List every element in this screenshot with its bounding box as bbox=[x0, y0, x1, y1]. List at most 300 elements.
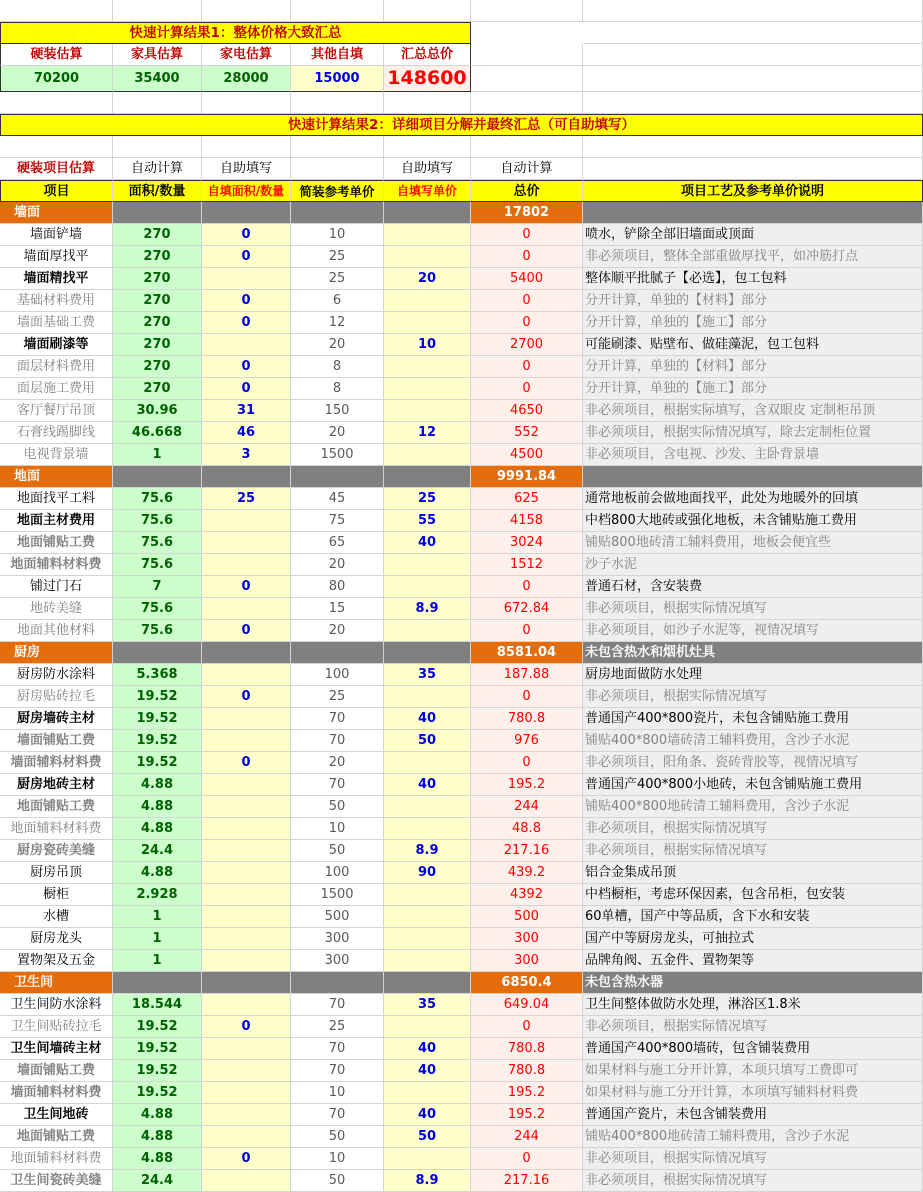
qty-value[interactable]: 4.88 bbox=[113, 1126, 202, 1148]
qty-value[interactable]: 270 bbox=[113, 224, 202, 246]
cell[interactable] bbox=[471, 66, 583, 92]
qty-value[interactable]: 19.52 bbox=[113, 730, 202, 752]
ref-price[interactable]: 50 bbox=[291, 1126, 384, 1148]
item-name[interactable]: 地面辅料材料费 bbox=[0, 1148, 113, 1170]
item-name[interactable]: 地面主材费用 bbox=[0, 510, 113, 532]
row-total[interactable]: 439.2 bbox=[471, 862, 583, 884]
fill-price-input[interactable] bbox=[384, 554, 471, 576]
item-name[interactable]: 墙面精找平 bbox=[0, 268, 113, 290]
ref-price[interactable]: 65 bbox=[291, 532, 384, 554]
result1-title[interactable]: 快速计算结果1：整体价格大致汇总 bbox=[0, 22, 471, 44]
row-total[interactable]: 0 bbox=[471, 378, 583, 400]
item-name[interactable]: 厨房瓷砖美缝 bbox=[0, 840, 113, 862]
col-header-desc[interactable]: 项目工艺及参考单价说明 bbox=[583, 180, 923, 202]
cell[interactable] bbox=[471, 0, 583, 22]
cell[interactable] bbox=[384, 642, 471, 664]
fill-price-input[interactable] bbox=[384, 576, 471, 598]
item-description[interactable]: 铺贴400*800墙砖清工辅料费用，含沙子水泥 bbox=[583, 730, 923, 752]
item-name[interactable]: 地面辅料材料费 bbox=[0, 818, 113, 840]
fill-price-input[interactable]: 10 bbox=[384, 334, 471, 356]
ref-price[interactable]: 50 bbox=[291, 1170, 384, 1192]
row-total[interactable]: 2700 bbox=[471, 334, 583, 356]
ref-price[interactable]: 20 bbox=[291, 422, 384, 444]
qty-value[interactable]: 1 bbox=[113, 906, 202, 928]
cell[interactable] bbox=[202, 466, 291, 488]
item-description[interactable]: 非必须项目，含电视、沙发、主卧背景墙 bbox=[583, 444, 923, 466]
ref-price[interactable]: 6 bbox=[291, 290, 384, 312]
item-description[interactable]: 铺贴400*800地砖清工辅料费用，含沙子水泥 bbox=[583, 796, 923, 818]
cell[interactable] bbox=[0, 136, 113, 158]
ref-price[interactable]: 20 bbox=[291, 620, 384, 642]
auto-calc-label[interactable]: 自动计算 bbox=[471, 158, 583, 180]
qty-value[interactable]: 4.88 bbox=[113, 774, 202, 796]
fill-qty-input[interactable] bbox=[202, 1060, 291, 1082]
qty-value[interactable]: 270 bbox=[113, 268, 202, 290]
row-total[interactable]: 0 bbox=[471, 1148, 583, 1170]
item-description[interactable]: 国产中等厨房龙头，可抽拉式 bbox=[583, 928, 923, 950]
cell[interactable] bbox=[384, 92, 471, 114]
ref-price[interactable]: 25 bbox=[291, 268, 384, 290]
row-total[interactable]: 0 bbox=[471, 752, 583, 774]
qty-value[interactable]: 19.52 bbox=[113, 708, 202, 730]
item-name[interactable]: 厨房龙头 bbox=[0, 928, 113, 950]
fill-qty-input[interactable] bbox=[202, 818, 291, 840]
cell[interactable] bbox=[384, 0, 471, 22]
section-note[interactable]: 未包含热水和烟机灶具 bbox=[583, 642, 923, 664]
row-total[interactable]: 0 bbox=[471, 686, 583, 708]
fill-price-input[interactable]: 50 bbox=[384, 1126, 471, 1148]
row-total[interactable]: 649.04 bbox=[471, 994, 583, 1016]
row-total[interactable]: 0 bbox=[471, 246, 583, 268]
fill-price-input[interactable] bbox=[384, 224, 471, 246]
item-name[interactable]: 地面辅料材料费 bbox=[0, 554, 113, 576]
item-description[interactable]: 喷水，铲除全部旧墙面或顶面 bbox=[583, 224, 923, 246]
fill-qty-input[interactable]: 0 bbox=[202, 686, 291, 708]
fill-price-input[interactable] bbox=[384, 1148, 471, 1170]
item-description[interactable]: 中档800大地砖或强化地板，未含铺贴施工费用 bbox=[583, 510, 923, 532]
fill-price-input[interactable]: 90 bbox=[384, 862, 471, 884]
fill-price-input[interactable] bbox=[384, 1016, 471, 1038]
ref-price[interactable]: 100 bbox=[291, 862, 384, 884]
item-description[interactable]: 非必须项目，根据实际情况填写 bbox=[583, 818, 923, 840]
row-total[interactable]: 0 bbox=[471, 1016, 583, 1038]
fill-qty-input[interactable] bbox=[202, 928, 291, 950]
fill-qty-input[interactable] bbox=[202, 664, 291, 686]
section-name[interactable]: 厨房 bbox=[0, 642, 113, 664]
ref-price[interactable]: 300 bbox=[291, 950, 384, 972]
ref-price[interactable]: 50 bbox=[291, 796, 384, 818]
row-total[interactable]: 4392 bbox=[471, 884, 583, 906]
item-name[interactable]: 水槽 bbox=[0, 906, 113, 928]
row-total[interactable]: 244 bbox=[471, 796, 583, 818]
fill-qty-input[interactable]: 0 bbox=[202, 1016, 291, 1038]
label-total[interactable]: 汇总总价 bbox=[384, 44, 471, 66]
ref-price[interactable]: 10 bbox=[291, 1082, 384, 1104]
row-total[interactable]: 244 bbox=[471, 1126, 583, 1148]
item-description[interactable]: 非必须项目，如沙子水泥等，视情况填写 bbox=[583, 620, 923, 642]
ref-price[interactable]: 45 bbox=[291, 488, 384, 510]
label-furniture[interactable]: 家具估算 bbox=[113, 44, 202, 66]
fill-price-input[interactable] bbox=[384, 400, 471, 422]
qty-value[interactable]: 5.368 bbox=[113, 664, 202, 686]
item-name[interactable]: 基础材料费用 bbox=[0, 290, 113, 312]
cell[interactable] bbox=[291, 466, 384, 488]
item-description[interactable]: 非必须项目，根据实际情况填写 bbox=[583, 840, 923, 862]
qty-value[interactable]: 19.52 bbox=[113, 1016, 202, 1038]
qty-value[interactable]: 75.6 bbox=[113, 598, 202, 620]
item-name[interactable]: 地面铺贴工费 bbox=[0, 796, 113, 818]
item-description[interactable]: 铝合金集成吊顶 bbox=[583, 862, 923, 884]
item-description[interactable]: 60单槽，国产中等品质，含下水和安装 bbox=[583, 906, 923, 928]
hardfit-estimate-label[interactable]: 硬装项目估算 bbox=[0, 158, 113, 180]
row-total[interactable]: 3024 bbox=[471, 532, 583, 554]
fill-price-input[interactable] bbox=[384, 884, 471, 906]
cell[interactable] bbox=[291, 92, 384, 114]
ref-price[interactable]: 75 bbox=[291, 510, 384, 532]
fill-qty-input[interactable] bbox=[202, 334, 291, 356]
item-name[interactable]: 墙面刷漆等 bbox=[0, 334, 113, 356]
row-total[interactable]: 5400 bbox=[471, 268, 583, 290]
fill-price-input[interactable] bbox=[384, 906, 471, 928]
fill-price-input[interactable] bbox=[384, 818, 471, 840]
fill-qty-input[interactable] bbox=[202, 950, 291, 972]
qty-value[interactable]: 270 bbox=[113, 334, 202, 356]
row-total[interactable]: 4158 bbox=[471, 510, 583, 532]
fill-qty-input[interactable] bbox=[202, 906, 291, 928]
row-total[interactable]: 217.16 bbox=[471, 1170, 583, 1192]
row-total[interactable]: 625 bbox=[471, 488, 583, 510]
value-other[interactable]: 15000 bbox=[291, 66, 384, 92]
self-fill-label[interactable]: 自助填写 bbox=[384, 158, 471, 180]
col-header-fill-qty[interactable]: 自填面积/数量 bbox=[202, 180, 291, 202]
qty-value[interactable]: 75.6 bbox=[113, 510, 202, 532]
cell[interactable] bbox=[583, 44, 923, 66]
qty-value[interactable]: 270 bbox=[113, 312, 202, 334]
item-name[interactable]: 厨房贴砖拉毛 bbox=[0, 686, 113, 708]
row-total[interactable]: 195.2 bbox=[471, 1104, 583, 1126]
qty-value[interactable]: 75.6 bbox=[113, 554, 202, 576]
item-description[interactable]: 铺贴400*800地砖清工辅料费用，含沙子水泥 bbox=[583, 1126, 923, 1148]
fill-price-input[interactable]: 8.9 bbox=[384, 1170, 471, 1192]
qty-value[interactable]: 1 bbox=[113, 928, 202, 950]
qty-value[interactable]: 19.52 bbox=[113, 752, 202, 774]
qty-value[interactable]: 4.88 bbox=[113, 862, 202, 884]
qty-value[interactable]: 19.52 bbox=[113, 1082, 202, 1104]
item-description[interactable]: 整体顺平批腻子【必选】，包工包料 bbox=[583, 268, 923, 290]
fill-qty-input[interactable] bbox=[202, 1038, 291, 1060]
qty-value[interactable]: 24.4 bbox=[113, 840, 202, 862]
fill-price-input[interactable]: 40 bbox=[384, 774, 471, 796]
row-total[interactable]: 0 bbox=[471, 620, 583, 642]
cell[interactable] bbox=[291, 972, 384, 994]
auto-calc-label[interactable]: 自动计算 bbox=[113, 158, 202, 180]
ref-price[interactable]: 10 bbox=[291, 1148, 384, 1170]
fill-qty-input[interactable] bbox=[202, 774, 291, 796]
row-total[interactable]: 217.16 bbox=[471, 840, 583, 862]
fill-price-input[interactable]: 20 bbox=[384, 268, 471, 290]
item-name[interactable]: 卫生间墙砖主材 bbox=[0, 1038, 113, 1060]
item-description[interactable]: 铺贴800地砖清工辅料费用，地板会便宜些 bbox=[583, 532, 923, 554]
ref-price[interactable]: 25 bbox=[291, 1016, 384, 1038]
fill-qty-input[interactable] bbox=[202, 1082, 291, 1104]
cell[interactable] bbox=[202, 92, 291, 114]
col-header-ref-price[interactable]: 简装参考单价 bbox=[291, 180, 384, 202]
fill-price-input[interactable] bbox=[384, 620, 471, 642]
qty-value[interactable]: 4.88 bbox=[113, 818, 202, 840]
item-name[interactable]: 地面铺贴工费 bbox=[0, 532, 113, 554]
item-name[interactable]: 厨房地砖主材 bbox=[0, 774, 113, 796]
ref-price[interactable]: 15 bbox=[291, 598, 384, 620]
ref-price[interactable]: 70 bbox=[291, 774, 384, 796]
fill-price-input[interactable] bbox=[384, 246, 471, 268]
row-total[interactable]: 187.88 bbox=[471, 664, 583, 686]
item-name[interactable]: 石膏线踢脚线 bbox=[0, 422, 113, 444]
item-description[interactable]: 中档橱柜，考虑环保因素，包含吊柜，包安装 bbox=[583, 884, 923, 906]
fill-price-input[interactable] bbox=[384, 290, 471, 312]
item-name[interactable]: 地面铺贴工费 bbox=[0, 1126, 113, 1148]
cell[interactable] bbox=[384, 136, 471, 158]
section-total[interactable]: 17802 bbox=[471, 202, 583, 224]
qty-value[interactable]: 19.52 bbox=[113, 1060, 202, 1082]
value-furniture[interactable]: 35400 bbox=[113, 66, 202, 92]
qty-value[interactable]: 19.52 bbox=[113, 1038, 202, 1060]
fill-qty-input[interactable] bbox=[202, 796, 291, 818]
cell[interactable] bbox=[583, 22, 923, 44]
row-total[interactable]: 780.8 bbox=[471, 1038, 583, 1060]
cell[interactable] bbox=[291, 136, 384, 158]
qty-value[interactable]: 4.88 bbox=[113, 796, 202, 818]
item-description[interactable]: 品牌角阀、五金件、置物架等 bbox=[583, 950, 923, 972]
item-description[interactable]: 卫生间整体做防水处理，淋浴区1.8米 bbox=[583, 994, 923, 1016]
item-name[interactable]: 墙面铺贴工费 bbox=[0, 730, 113, 752]
qty-value[interactable]: 30.96 bbox=[113, 400, 202, 422]
section-total[interactable]: 9991.84 bbox=[471, 466, 583, 488]
fill-qty-input[interactable] bbox=[202, 268, 291, 290]
row-total[interactable]: 195.2 bbox=[471, 1082, 583, 1104]
row-total[interactable]: 500 bbox=[471, 906, 583, 928]
cell[interactable] bbox=[291, 158, 384, 180]
qty-value[interactable]: 1 bbox=[113, 444, 202, 466]
fill-qty-input[interactable] bbox=[202, 510, 291, 532]
row-total[interactable]: 0 bbox=[471, 576, 583, 598]
cell[interactable] bbox=[384, 466, 471, 488]
item-description[interactable]: 非必须项目，根据实际情况填写 bbox=[583, 1148, 923, 1170]
qty-value[interactable]: 270 bbox=[113, 378, 202, 400]
row-total[interactable]: 0 bbox=[471, 356, 583, 378]
row-total[interactable]: 195.2 bbox=[471, 774, 583, 796]
fill-qty-input[interactable]: 0 bbox=[202, 752, 291, 774]
fill-price-input[interactable]: 40 bbox=[384, 708, 471, 730]
cell[interactable] bbox=[384, 202, 471, 224]
fill-qty-input[interactable] bbox=[202, 862, 291, 884]
item-name[interactable]: 地砖美缝 bbox=[0, 598, 113, 620]
cell[interactable] bbox=[113, 466, 202, 488]
qty-value[interactable]: 18.544 bbox=[113, 994, 202, 1016]
label-hardfit[interactable]: 硬装估算 bbox=[0, 44, 113, 66]
item-name[interactable]: 铺过门石 bbox=[0, 576, 113, 598]
ref-price[interactable]: 70 bbox=[291, 708, 384, 730]
fill-price-input[interactable] bbox=[384, 312, 471, 334]
ref-price[interactable]: 10 bbox=[291, 818, 384, 840]
item-description[interactable]: 沙子水泥 bbox=[583, 554, 923, 576]
fill-qty-input[interactable] bbox=[202, 708, 291, 730]
fill-price-input[interactable]: 35 bbox=[384, 994, 471, 1016]
label-other[interactable]: 其他自填 bbox=[291, 44, 384, 66]
ref-price[interactable]: 20 bbox=[291, 334, 384, 356]
fill-price-input[interactable] bbox=[384, 950, 471, 972]
item-description[interactable]: 非必须项目，根据实际情况填写 bbox=[583, 686, 923, 708]
qty-value[interactable]: 4.88 bbox=[113, 1148, 202, 1170]
fill-price-input[interactable] bbox=[384, 928, 471, 950]
self-fill-label[interactable]: 自助填写 bbox=[202, 158, 291, 180]
fill-qty-input[interactable] bbox=[202, 730, 291, 752]
section-note[interactable] bbox=[583, 466, 923, 488]
item-name[interactable]: 厨房吊顶 bbox=[0, 862, 113, 884]
fill-qty-input[interactable]: 0 bbox=[202, 246, 291, 268]
item-description[interactable]: 如果材料与施工分开计算，本项填写辅料材料费 bbox=[583, 1082, 923, 1104]
qty-value[interactable]: 1 bbox=[113, 950, 202, 972]
fill-price-input[interactable]: 8.9 bbox=[384, 598, 471, 620]
section-total[interactable]: 8581.04 bbox=[471, 642, 583, 664]
cell[interactable] bbox=[583, 158, 923, 180]
fill-qty-input[interactable] bbox=[202, 1104, 291, 1126]
ref-price[interactable]: 8 bbox=[291, 378, 384, 400]
ref-price[interactable]: 1500 bbox=[291, 444, 384, 466]
ref-price[interactable]: 500 bbox=[291, 906, 384, 928]
item-description[interactable]: 非必须项目，阳角条、瓷砖背胶等，视情况填写 bbox=[583, 752, 923, 774]
item-name[interactable]: 墙面辅料材料费 bbox=[0, 1082, 113, 1104]
item-name[interactable]: 厨房防水涂料 bbox=[0, 664, 113, 686]
value-appliance[interactable]: 28000 bbox=[202, 66, 291, 92]
item-description[interactable]: 普通国产400*800瓷片，未包含铺贴施工费用 bbox=[583, 708, 923, 730]
cell[interactable] bbox=[471, 136, 583, 158]
fill-qty-input[interactable]: 0 bbox=[202, 290, 291, 312]
qty-value[interactable]: 270 bbox=[113, 290, 202, 312]
fill-qty-input[interactable] bbox=[202, 554, 291, 576]
cell[interactable] bbox=[113, 202, 202, 224]
row-total[interactable]: 0 bbox=[471, 312, 583, 334]
qty-value[interactable]: 75.6 bbox=[113, 620, 202, 642]
cell[interactable] bbox=[583, 136, 923, 158]
item-name[interactable]: 卫生间贴砖拉毛 bbox=[0, 1016, 113, 1038]
item-description[interactable]: 分开计算，单独的【施工】部分 bbox=[583, 378, 923, 400]
cell[interactable] bbox=[113, 642, 202, 664]
section-note[interactable] bbox=[583, 202, 923, 224]
item-name[interactable]: 地面找平工料 bbox=[0, 488, 113, 510]
qty-value[interactable]: 270 bbox=[113, 246, 202, 268]
fill-price-input[interactable]: 40 bbox=[384, 532, 471, 554]
qty-value[interactable]: 270 bbox=[113, 356, 202, 378]
item-description[interactable]: 分开计算，单独的【施工】部分 bbox=[583, 312, 923, 334]
fill-qty-input[interactable]: 31 bbox=[202, 400, 291, 422]
ref-price[interactable]: 70 bbox=[291, 1060, 384, 1082]
cell[interactable] bbox=[291, 642, 384, 664]
fill-qty-input[interactable]: 3 bbox=[202, 444, 291, 466]
fill-qty-input[interactable] bbox=[202, 840, 291, 862]
qty-value[interactable]: 19.52 bbox=[113, 686, 202, 708]
ref-price[interactable]: 8 bbox=[291, 356, 384, 378]
qty-value[interactable]: 2.928 bbox=[113, 884, 202, 906]
fill-qty-input[interactable] bbox=[202, 1170, 291, 1192]
row-total[interactable]: 1512 bbox=[471, 554, 583, 576]
row-total[interactable]: 300 bbox=[471, 928, 583, 950]
row-total[interactable]: 4650 bbox=[471, 400, 583, 422]
fill-qty-input[interactable]: 0 bbox=[202, 356, 291, 378]
item-description[interactable]: 分开计算，单独的【材料】部分 bbox=[583, 356, 923, 378]
col-header-fill-price[interactable]: 自填写单价 bbox=[384, 180, 471, 202]
row-total[interactable]: 780.8 bbox=[471, 708, 583, 730]
row-total[interactable]: 300 bbox=[471, 950, 583, 972]
fill-price-input[interactable]: 40 bbox=[384, 1104, 471, 1126]
fill-price-input[interactable]: 25 bbox=[384, 488, 471, 510]
value-hardfit[interactable]: 70200 bbox=[0, 66, 113, 92]
item-name[interactable]: 客厅餐厅吊顶 bbox=[0, 400, 113, 422]
cell[interactable] bbox=[0, 0, 113, 22]
item-name[interactable]: 墙面铺贴工费 bbox=[0, 1060, 113, 1082]
cell[interactable] bbox=[202, 972, 291, 994]
section-name[interactable]: 地面 bbox=[0, 466, 113, 488]
item-description[interactable]: 非必须项目，根据实际情况填写 bbox=[583, 1016, 923, 1038]
cell[interactable] bbox=[113, 92, 202, 114]
ref-price[interactable]: 1500 bbox=[291, 884, 384, 906]
item-description[interactable]: 非必须项目，根据实际填写，含双眼皮 定制柜吊顶 bbox=[583, 400, 923, 422]
cell[interactable] bbox=[291, 202, 384, 224]
cell[interactable] bbox=[202, 136, 291, 158]
label-appliance[interactable]: 家电估算 bbox=[202, 44, 291, 66]
cell[interactable] bbox=[583, 92, 923, 114]
fill-price-input[interactable] bbox=[384, 752, 471, 774]
fill-qty-input[interactable]: 0 bbox=[202, 378, 291, 400]
fill-price-input[interactable]: 40 bbox=[384, 1060, 471, 1082]
col-header-item[interactable]: 项目 bbox=[0, 180, 113, 202]
cell[interactable] bbox=[583, 66, 923, 92]
ref-price[interactable]: 150 bbox=[291, 400, 384, 422]
fill-price-input[interactable]: 50 bbox=[384, 730, 471, 752]
item-description[interactable]: 非必须项目，根据实际情况填写 bbox=[583, 1170, 923, 1192]
row-total[interactable]: 0 bbox=[471, 290, 583, 312]
row-total[interactable]: 976 bbox=[471, 730, 583, 752]
section-name[interactable]: 墙面 bbox=[0, 202, 113, 224]
ref-price[interactable]: 100 bbox=[291, 664, 384, 686]
ref-price[interactable]: 300 bbox=[291, 928, 384, 950]
item-description[interactable]: 普通国产400*800小地砖，未包含铺贴施工费用 bbox=[583, 774, 923, 796]
item-description[interactable]: 普通国产瓷片，未包含铺装费用 bbox=[583, 1104, 923, 1126]
item-description[interactable]: 普通石材，含安装费 bbox=[583, 576, 923, 598]
cell[interactable] bbox=[291, 0, 384, 22]
cell[interactable] bbox=[113, 0, 202, 22]
row-total[interactable]: 672.84 bbox=[471, 598, 583, 620]
item-description[interactable]: 可能刷漆、贴壁布、做硅藻泥，包工包料 bbox=[583, 334, 923, 356]
item-name[interactable]: 地面其他材料 bbox=[0, 620, 113, 642]
fill-qty-input[interactable]: 0 bbox=[202, 576, 291, 598]
fill-price-input[interactable]: 35 bbox=[384, 664, 471, 686]
item-description[interactable]: 非必须项目，根据实际情况填写 bbox=[583, 598, 923, 620]
item-name[interactable]: 电视背景墙 bbox=[0, 444, 113, 466]
fill-qty-input[interactable]: 25 bbox=[202, 488, 291, 510]
row-total[interactable]: 48.8 bbox=[471, 818, 583, 840]
row-total[interactable]: 0 bbox=[471, 224, 583, 246]
fill-price-input[interactable] bbox=[384, 796, 471, 818]
qty-value[interactable]: 75.6 bbox=[113, 488, 202, 510]
value-total[interactable]: 148600 bbox=[384, 66, 471, 92]
item-name[interactable]: 墙面辅料材料费 bbox=[0, 752, 113, 774]
fill-price-input[interactable] bbox=[384, 378, 471, 400]
item-name[interactable]: 卫生间瓷砖美缝 bbox=[0, 1170, 113, 1192]
fill-qty-input[interactable] bbox=[202, 994, 291, 1016]
item-description[interactable]: 如果材料与施工分开计算，本项只填写工费即可 bbox=[583, 1060, 923, 1082]
fill-qty-input[interactable]: 46 bbox=[202, 422, 291, 444]
fill-price-input[interactable] bbox=[384, 1082, 471, 1104]
